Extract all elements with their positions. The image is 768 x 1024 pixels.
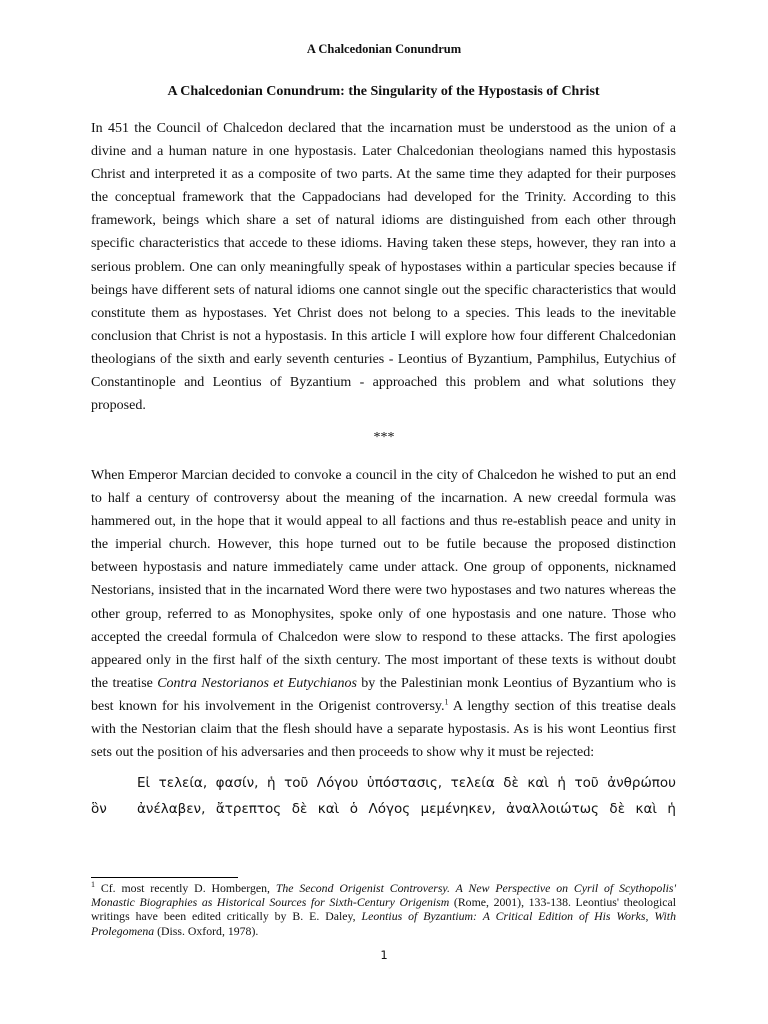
greek-line-2-rest: ἀνέλαβεν, ἄτρεπτος δὲ καὶ ὁ Λόγος μεμένηκεν, ἀναλλοιώτως δὲ καὶ ἡ: [137, 801, 676, 817]
running-head: A Chalcedonian Conundrum: [306, 42, 462, 56]
footnote-ref[interactable]: 1: [444, 697, 449, 707]
abstract-paragraph: In 451 the Council of Chalcedon declared that the incarnation must be understood as the union of a divine and a human nature in one hypostasis. Later Chalcedonian theologians named this hypostasis Christ and interpreted it as a composite of two parts. At the same time they adapted for their purposes the conceptual framework that the Cappadocians had developed for the Trinity. According to this framework, beings which share a set of natural idioms are distinguished from each other through specific characteristics that accede to these idioms. Having taken these steps, however, they ran into a serious problem. One can only meaningfully speak of hypostases within a particular species because if beings have different sets of natural idioms one cannot single out the specific characteristics that would constitute them as hypostases. Yet Christ does not belong to a species. This leads to the inevitable conclusion that Christ is not a hypostasis. In this article I will explore how four different Chalcedonian theologians of the sixth and early seventh centuries - Leontius of Byzantium, Pamphilus, Eutychius of Constantinople and Leontius of Byzantium - approached this problem and what solutions they proposed.: [91, 121, 676, 414]
article-title: A Chalcedonian Conundrum: the Singularity of the Hypostasis of Christ: [167, 84, 600, 99]
footnote-text-2: (Rome, 2001), 133-138. Leontius' theological writings have been edited critically by B. E. Daley,: [91, 895, 676, 924]
footnote-text-1: Cf. most recently D. Hombergen,: [95, 881, 276, 895]
footnote-divider: [91, 877, 238, 878]
footnote-italic-1: The Second Origenist Controversy. A New Perspective on Cyril of Scythopolis' Monastic Biographies as Historical Sources for Sixth-Century Origenism: [91, 881, 676, 910]
greek-line-2-lead: ὃν: [91, 801, 107, 817]
body-text-part3: A lengthy section of this treatise deals with the Nestorian claim that the flesh should have a separate hypostasis. As is his wont Leontius first sets out the position of his adversaries and then proceeds to show why it must be rejected:: [91, 698, 676, 761]
section-separator: ***: [373, 430, 395, 445]
page-number: 1: [380, 948, 388, 962]
footnote-italic-2: Leontius of Byzantium: A Critical Edition of His Works, With Prolegomena: [91, 909, 676, 938]
footnote-number: 1: [91, 880, 95, 890]
greek-line-2: [91, 796, 676, 822]
treatise-title: Contra Nestorianos et Eutychianos: [157, 675, 357, 691]
footnote-text-3: (Diss. Oxford, 1978).: [154, 923, 259, 938]
greek-line-1: Εἰ τελεία, φασίν, ἡ τοῦ Λόγου ὑπόστασις, τελεία δὲ καὶ ἡ τοῦ ἀνθρώπου: [137, 775, 676, 791]
body-text-part1: When Emperor Marcian decided to convoke a council in the city of Chalcedon he wished to put an end to half a century of controversy about the meaning of the incarnation. A new creedal formula was hammered out, in the hope that it would appeal to all factions and thus re-establish peace and unity in the imperial church. However, this hope turned out to be futile because the proposed distinction between hypostasis and nature immediately came under attack. One group of opponents, nicknamed Nestorians, insisted that in the incarnated Word there were two hypostases and two natures whereas the other group, referred to as Monophysites, spoke only of one hypostasis and one nature. Those who accepted the creedal formula of Chalcedon were slow to respond to these attacks. The first apologies appeared only in the first half of the sixth century. The most important of these texts is without doubt the treatise: [91, 468, 676, 691]
footnote-1: [91, 881, 676, 938]
body-text-part2: by the Palestinian monk Leontius of Byzantium who is best known for his involvement in the Origenist controversy.: [91, 675, 676, 714]
body-paragraph: [91, 464, 676, 764]
greek-quotation: [91, 770, 676, 822]
